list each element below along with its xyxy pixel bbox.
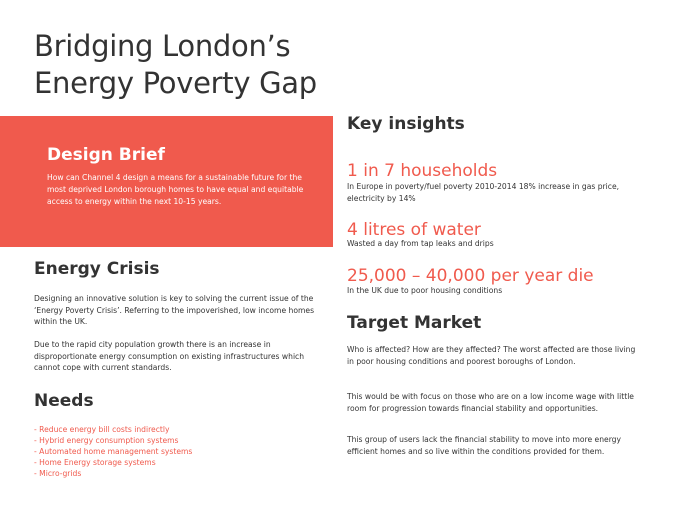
stat-water-description: Wasted a day from tap leaks and drips bbox=[347, 239, 494, 248]
needs-heading: Needs bbox=[34, 391, 94, 411]
page-title-line-1: Bridging London’s bbox=[34, 29, 291, 63]
needs-list-item: - Hybrid energy consumption systems bbox=[34, 436, 179, 445]
target-market-paragraph-3: This group of users lack the financial stability to move into more energy efficient homes and so live within the conditions provided for them. bbox=[347, 435, 622, 456]
stat-households-figure: 1 in 7 households bbox=[347, 161, 498, 181]
needs-list-item: - Micro-grids bbox=[34, 469, 82, 478]
page-title bbox=[34, 28, 354, 102]
needs-list-item: - Reduce energy bill costs indirectly bbox=[34, 425, 170, 434]
key-insights-heading: Key insights bbox=[347, 114, 465, 134]
energy-crisis-heading: Energy Crisis bbox=[34, 259, 160, 279]
target-market-paragraph-1: Who is affected? How are they affected? The worst affected are those living in poor housing conditions and poorest boroughs of London. bbox=[347, 345, 636, 366]
page-title-line-2: Energy Poverty Gap bbox=[34, 66, 317, 100]
design-brief-heading: Design Brief bbox=[47, 145, 165, 165]
energy-crisis-paragraph-2: Due to the rapid city population growth there is an increase in disproportionate energy consumption on existing infrastructures which cannot cope with current standards. bbox=[34, 340, 305, 372]
energy-crisis-paragraph-1: Designing an innovative solution is key to solving the current issue of the ‘Energy Poverty Crisis’. Referring to the impoverished, low income homes within the UK. bbox=[34, 294, 315, 326]
target-market-heading: Target Market bbox=[347, 313, 482, 333]
needs-list-item: - Home Energy storage systems bbox=[34, 458, 156, 467]
needs-list bbox=[34, 424, 192, 479]
needs-list-item: - Automated home management systems bbox=[34, 447, 193, 456]
stat-water-figure: 4 litres of water bbox=[347, 220, 481, 240]
stat-households-description: In Europe in poverty/fuel poverty 2010-2014 18% increase in gas price, electricity by 14% bbox=[347, 182, 620, 203]
stat-deaths-description: In the UK due to poor housing conditions bbox=[347, 286, 503, 295]
design-brief-text: How can Channel 4 design a means for a sustainable future for the most deprived London borough homes to have equal and equitable access to energy within the next 10-15 years. bbox=[47, 173, 304, 206]
target-market-paragraph-2: This would be with focus on those who are on a low income wage with little room for progression towards financial stability and opportunities. bbox=[347, 392, 634, 413]
stat-deaths-figure: 25,000 – 40,000 per year die bbox=[347, 266, 594, 286]
